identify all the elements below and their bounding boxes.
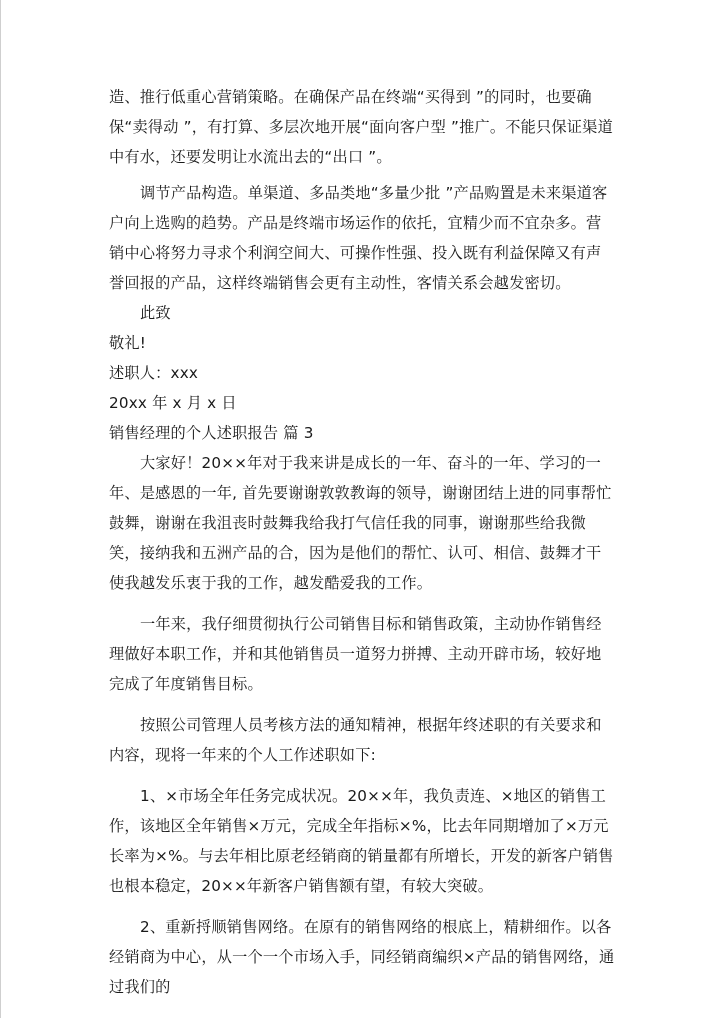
paragraph-low-center-strategy: 造、推行低重心营销策略。在确保产品在终端“买得到 ”的同时，也要确保“卖得动 ”，有打算、多层次地开展“面向客户型 ”推广。不能只保证渠道中有水，还要发明让水流出去的“出口 ”。 [109, 88, 613, 166]
section-heading: 销售经理的个人述职报告 篇 3 [109, 424, 314, 442]
paragraph-market-task: 1、×市场全年任务完成状况。20××年，我负责连、×地区的销售工作，该地区全年销售×万元，完成全年指标×%，比去年同期增加了×万元长率为×%。与去年相比原老经销商的销量都有所增长，开发的新客户销售也根本稳定，20××年新客户销售额有望，有较大突破。 [109, 787, 614, 895]
document-body [109, 82, 615, 1002]
paragraph-review-intro: 按照公司管理人员考核方法的通知精神，根据年终述职的有关要求和内容，现将一年来的个人工作述职如下: [109, 716, 602, 764]
date-line: 20xx 年 x 月 x 日 [109, 394, 237, 412]
paragraph-sales-network: 2、重新捋顺销售网络。在原有的销售网络的根底上，精耕细作。以各经销商为中心，从一个一个市场入手，同经销商编织×产品的销售网络，通过我们的 [109, 918, 615, 996]
paragraph-product-structure: 调节产品构造。单渠道、多品类地“多量少批 ”产品购置是未来渠道客户向上选购的趋势。产品是终端市场运作的依托，宜精少而不宜杂多。营销中心将努力寻求个利润空间大、可操作性强、投入既有利益保障又有声誉回报的产品，这样终端销售会更有主动性，客情关系会越发密切。 [109, 184, 608, 292]
paragraph-greeting: 大家好！20××年对于我来讲是成长的一年、奋斗的一年、学习的一年、是感恩的一年, 首先要谢谢敦敦教诲的领导，谢谢团结上进的同事帮忙鼓舞，谢谢在我沮丧时鼓舞我给我打气信任我的同事，谢谢那些给我微笑，接纳我和五洲产品的合，因为是他们的帮忙、认可、相信、鼓舞才干使我越发乐衷于我的工作，越发酷爱我的工作。 [109, 454, 612, 592]
reporter-line: 述职人：xxx [109, 364, 199, 382]
paragraph-annual-overview: 一年来，我仔细贯彻执行公司销售目标和销售政策，主动协作销售经理做好本职工作，并和其他销售员一道努力拼搏、主动开辟市场，较好地完成了年度销售目标。 [109, 615, 602, 693]
closing-regards: 敬礼! [109, 334, 147, 352]
closing-salutation: 此致 [140, 304, 171, 322]
